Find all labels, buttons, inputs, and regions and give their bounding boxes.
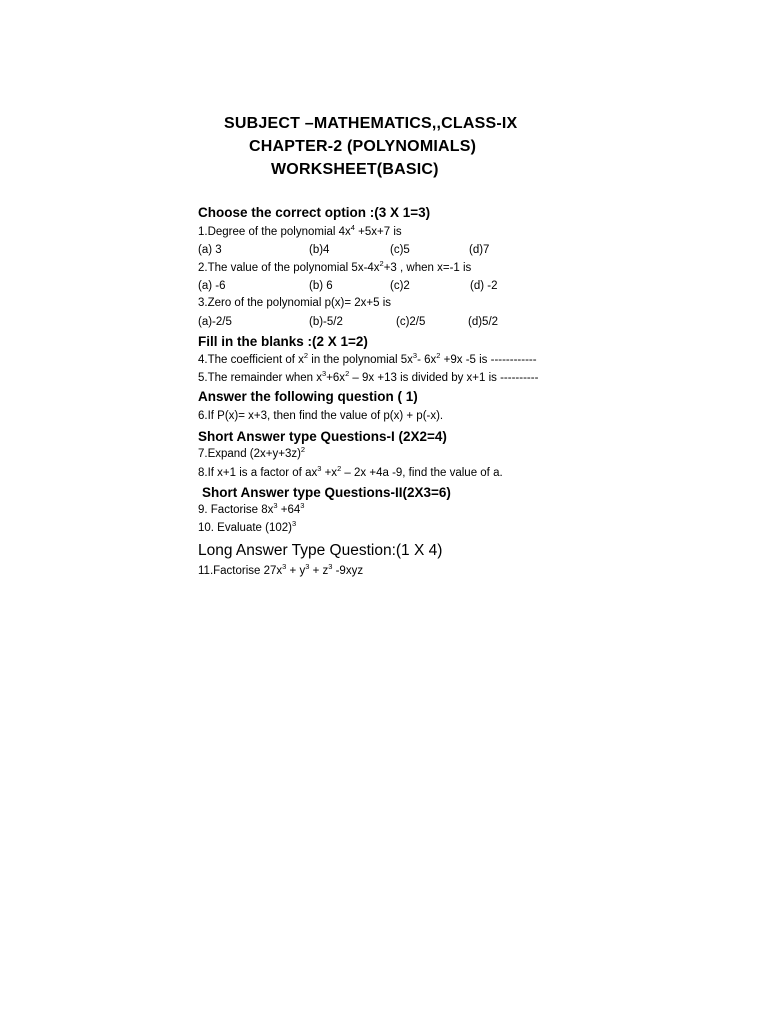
question-2-options xyxy=(198,280,538,294)
q8-text-b: +x xyxy=(321,467,338,479)
question-9 xyxy=(198,501,305,516)
q11-sup-2: 3 xyxy=(305,562,310,571)
q11-text-d: -9xyz xyxy=(332,565,364,577)
q8-text-a: 8.If x+1 is a factor of ax xyxy=(198,467,318,479)
question-5 xyxy=(198,369,539,384)
q2-option-b: (b) 6 xyxy=(309,280,333,292)
q3-option-b: (b)-5/2 xyxy=(309,316,343,328)
q2-option-a: (a) -6 xyxy=(198,280,226,292)
question-1 xyxy=(198,223,402,238)
q4-sup-1: 2 xyxy=(303,351,309,360)
q2-option-c: (c)2 xyxy=(390,280,410,292)
q7-sup-1: 2 xyxy=(300,445,306,454)
q2-text-b: +3 , when x=-1 is xyxy=(383,262,472,274)
q8-sup-2: 2 xyxy=(337,464,342,473)
question-7 xyxy=(198,445,306,460)
q9-sup-2: 3 xyxy=(300,501,305,510)
header-worksheet: WORKSHEET(BASIC) xyxy=(271,161,439,178)
q4-sup-3: 2 xyxy=(436,351,441,360)
q4-sup-2: 3 xyxy=(412,351,418,360)
q4-text-b: in the polynomial 5x xyxy=(308,354,413,366)
q1-option-d: (d)7 xyxy=(469,244,490,256)
q1-text-a: 1.Degree of the polynomial 4x xyxy=(198,226,351,238)
q11-sup-1: 3 xyxy=(282,562,287,571)
q5-text-b: +6x xyxy=(326,372,346,384)
header-subject: SUBJECT –MATHEMATICS,,CLASS-IX xyxy=(224,115,518,132)
question-8 xyxy=(198,464,503,479)
q1-sup-1: 4 xyxy=(350,223,355,232)
q1-option-a: (a) 3 xyxy=(198,244,222,256)
q4-text-c: - 6x xyxy=(417,354,437,366)
q7-text-a: 7.Expand (2x+y+3z) xyxy=(198,448,301,460)
q10-sup-1: 3 xyxy=(291,519,297,528)
q5-sup-1: 3 xyxy=(322,369,327,378)
q8-sup-1: 3 xyxy=(317,464,322,473)
section-short1-heading: Short Answer type Questions-I (2X2=4) xyxy=(198,429,447,444)
section-long-heading: Long Answer Type Question:(1 X 4) xyxy=(198,542,443,559)
question-6 xyxy=(198,410,443,422)
q6-text-a: 6.If P(x)= x+3, then find the value of p(x) + p(-x). xyxy=(198,410,444,422)
q2-sup-1: 2 xyxy=(379,259,384,268)
q1-option-c: (c)5 xyxy=(390,244,410,256)
question-11 xyxy=(198,562,364,577)
section-short2-heading: Short Answer type Questions-II(2X3=6) xyxy=(202,485,451,500)
question-3 xyxy=(198,297,391,309)
q9-text-b: +64 xyxy=(277,504,301,516)
q11-text-a: 11.Factorise 27x xyxy=(198,565,283,577)
q5-text-c: – 9x +13 is divided by x+1 is ---------- xyxy=(349,372,539,384)
q3-option-c: (c)2/5 xyxy=(396,316,426,328)
question-2 xyxy=(198,259,472,274)
q11-sup-3: 3 xyxy=(328,562,333,571)
question-3-options xyxy=(198,316,538,330)
q2-text-a: 2.The value of the polynomial 5x-4x xyxy=(198,262,380,274)
header-chapter: CHAPTER-2 (POLYNOMIALS) xyxy=(249,138,477,155)
q4-text-d: +9x -5 is ------------ xyxy=(440,354,537,366)
q2-option-d: (d) -2 xyxy=(470,280,498,292)
q11-text-b: + y xyxy=(286,565,306,577)
question-4 xyxy=(198,351,537,366)
q1-text-b: +5x+7 is xyxy=(354,226,402,238)
q5-text-a: 5.The remainder when x xyxy=(198,372,323,384)
q10-text-a: 10. Evaluate (102) xyxy=(198,522,292,534)
q3-option-d: (d)5/2 xyxy=(468,316,499,328)
question-1-options xyxy=(198,244,538,258)
q9-sup-1: 3 xyxy=(273,501,278,510)
q3-option-a: (a)-2/5 xyxy=(198,316,232,328)
q3-text-a: 3.Zero of the polynomial p(x)= 2x+5 is xyxy=(198,297,392,309)
section-fill-heading: Fill in the blanks :(2 X 1=2) xyxy=(198,334,368,349)
q9-text-a: 9. Factorise 8x xyxy=(198,504,274,516)
q8-text-c: – 2x +4a -9, find the value of a. xyxy=(341,467,503,479)
section-answer-heading: Answer the following question ( 1) xyxy=(198,389,418,404)
section-mcq-heading: Choose the correct option :(3 X 1=3) xyxy=(198,205,431,220)
q4-text-a: 4.The coefficient of x xyxy=(198,354,304,366)
q11-text-c: + z xyxy=(309,565,329,577)
q5-sup-2: 2 xyxy=(345,369,350,378)
question-10 xyxy=(198,519,297,534)
q1-option-b: (b)4 xyxy=(309,244,330,256)
